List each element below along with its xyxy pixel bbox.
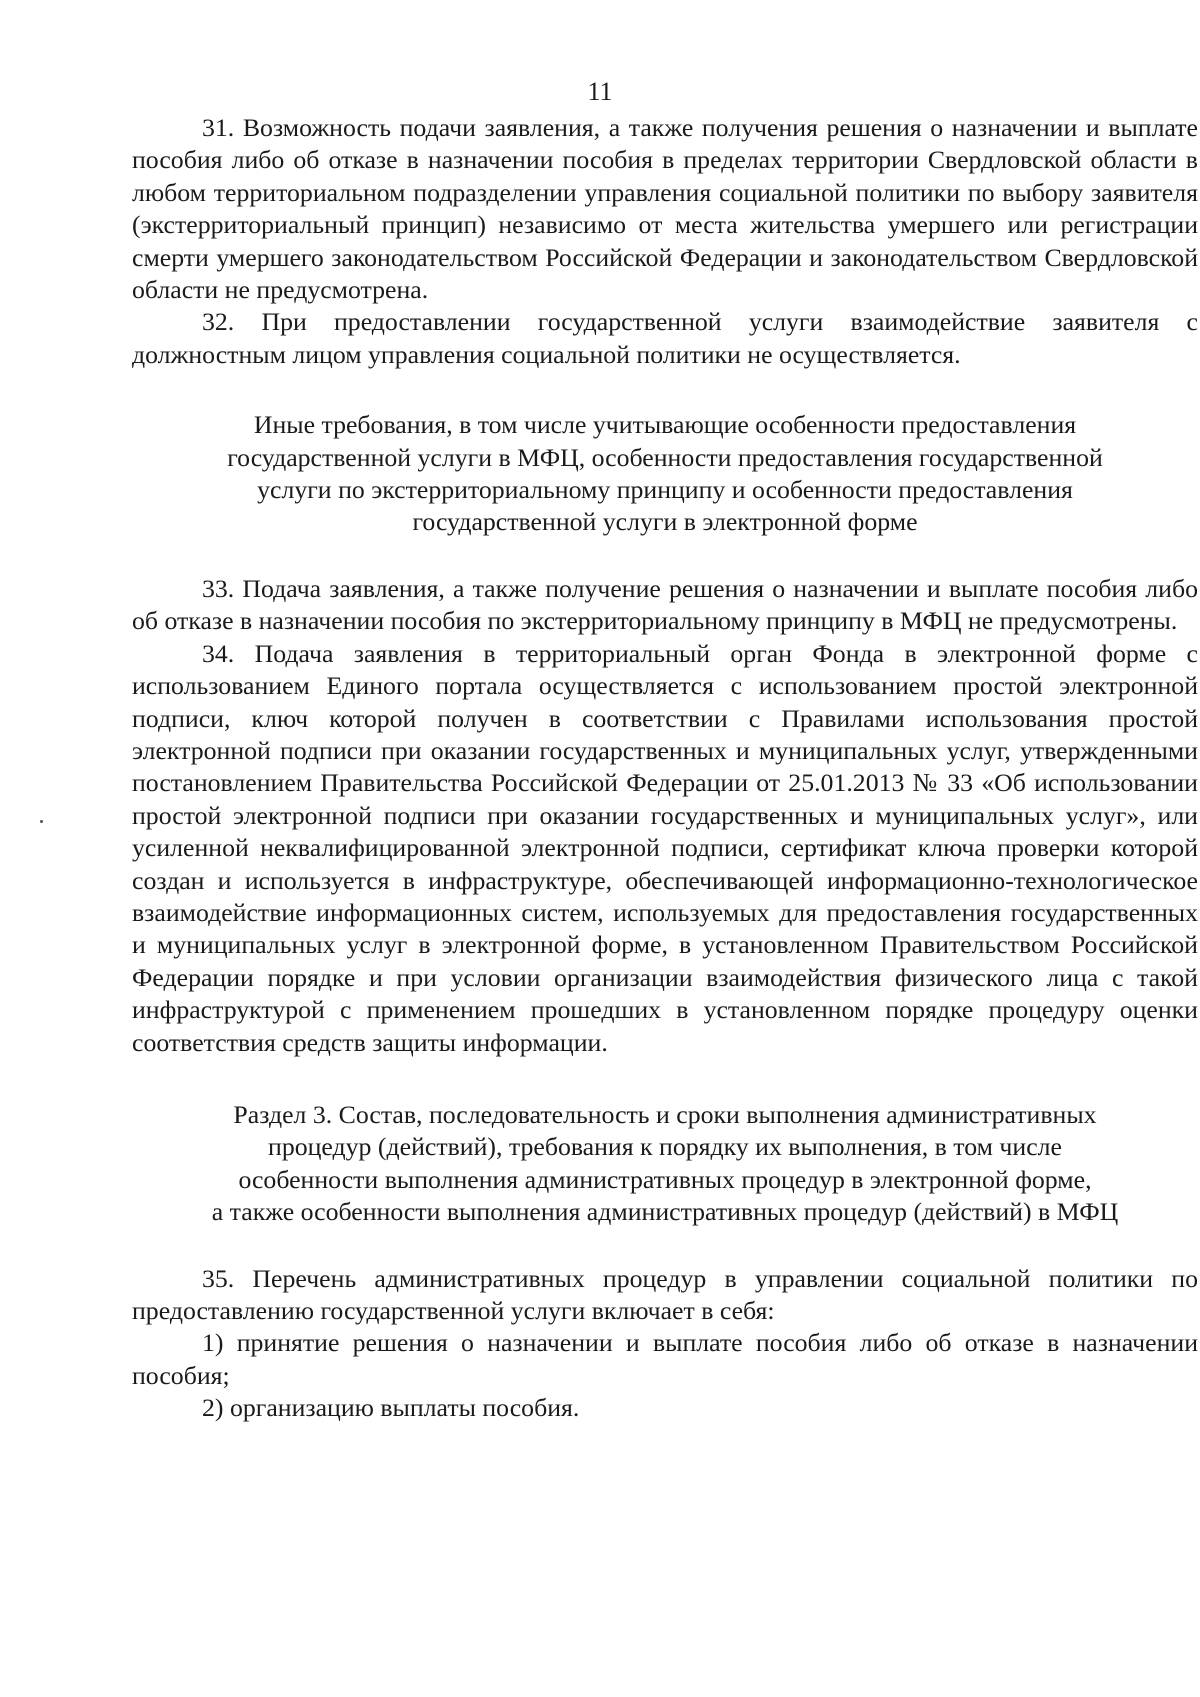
paragraph-33: 33. Подача заявления, а также получение решения о назначении и выплате пособия либо об отказе в назначении пособия по экстерриториальному принципу в МФЦ не предусмотрены.	[132, 573, 1198, 636]
list-item-2: 2) организацию выплаты пособия.	[202, 1393, 580, 1423]
heading-other-requirements	[132, 409, 1198, 539]
heading-line: Раздел 3. Состав, последовательность и сроки выполнения административных	[233, 1099, 1097, 1129]
scan-speck	[40, 820, 43, 823]
heading-line: а также особенности выполнения административных процедур (действий) в МФЦ	[211, 1197, 1119, 1227]
heading-line: государственной услуги в электронной форме	[412, 507, 918, 537]
heading-line: процедур (действий), требования к порядку их выполнения, в том числе	[268, 1132, 1062, 1162]
paragraph-32: 32. При предоставлении государственной услуги взаимодействие заявителя с должностным лицом управления социальной политики не осуществляется.	[132, 307, 1198, 369]
paragraph-31: 31. Возможность подачи заявления, а также получения решения о назначении и выплате пособия либо об отказе в назначении пособия в пределах территории Свердловской области в любом территориальном подразделении управления социальной политики по выбору заявителя (экстерриториальный принцип) независимо от места жительства умершего или регистрации смерти умершего законодательством Российской Федерации и законодательством Свердловской области не предусмотрена.	[132, 113, 1198, 305]
document-body	[132, 112, 1198, 1425]
paragraph-35: 35. Перечень административных процедур в управлении социальной политики по предоставлению государственной услуги включает в себя:	[132, 1263, 1198, 1325]
heading-line: государственной услуги в МФЦ, особенности предоставления государственной	[227, 442, 1103, 472]
heading-line: услуги по экстерриториальному принципу и особенности предоставления	[257, 475, 1073, 505]
paragraph-34: 34. Подача заявления в территориальный орган Фонда в электронной форме с использованием Единого портала осуществляется с использованием простой электронной подписи, ключ которой получен в соответствии с Правилами использования простой электронной подписи при оказании государственных и муниципальных услуг, утвержденными постановлением Правительства Российской Федерации от 25.01.2013 № 33 «Об использовании простой электронной подписи при оказании государственных и муниципальных услуг», или усиленной неквалифицированной электронной подписи, сертификат ключа проверки которой создан и используется в инфраструктуре, обеспечивающей информационно-технологическое взаимодействие информационных систем, используемых для предоставления государственных и муниципальных услуг в электронной форме, в установленном Правительством Российской Федерации порядке и при условии организации взаимодействия физического лица с такой инфраструктурой с применением прошедших в установленном порядке процедуру оценки соответствия средств защиты информации.	[132, 638, 1198, 1057]
list-item-1: 1) принятие решения о назначении и выплате пособия либо об отказе в назначении пособия;	[132, 1328, 1198, 1390]
heading-line: Иные требования, в том числе учитывающие особенности предоставления	[253, 410, 1077, 440]
page-number: 11	[587, 77, 613, 106]
heading-section-3	[132, 1099, 1198, 1229]
heading-line: особенности выполнения административных процедур в электронной форме,	[238, 1164, 1092, 1194]
